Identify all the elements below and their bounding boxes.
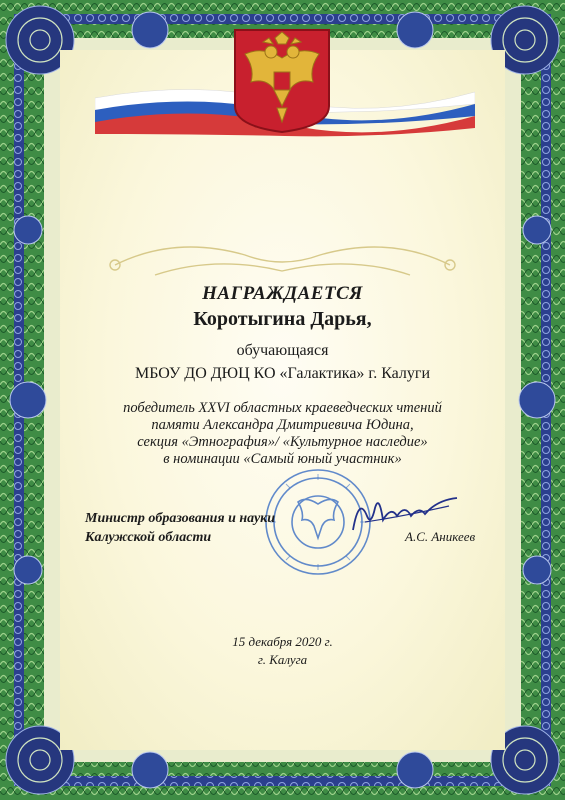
issue-place: г. Калуга [257,652,308,667]
description-line: победитель XXVI областных краеведческих чтений [123,400,442,416]
signer-name: А.С. Аникеев [405,529,476,544]
recipient-status: обучающаяся [236,342,329,359]
issue-date: 15 декабря 2020 г. [232,634,333,649]
award-description [0,400,565,468]
description-line: секция «Этнография»/ «Культурное наследие» [137,434,428,450]
description-line: в номинации «Самый юный участник» [163,451,402,467]
issuer-line: Калужской области [85,530,212,545]
award-heading: НАГРАЖДАЕТСЯ [202,283,363,304]
coat-of-arms-emblem [233,28,331,134]
recipient-name: Коротыгина Дарья, [193,308,372,330]
issuer-line: Министр образования и науки [85,511,276,526]
title-ornament [95,235,470,285]
school-name: МБОУ ДО ДЮЦ КО «Галактика» г. Калуги [135,365,430,382]
description-line: памяти Александра Дмитриевича Юдина, [151,417,414,433]
issuer-title [85,509,275,547]
